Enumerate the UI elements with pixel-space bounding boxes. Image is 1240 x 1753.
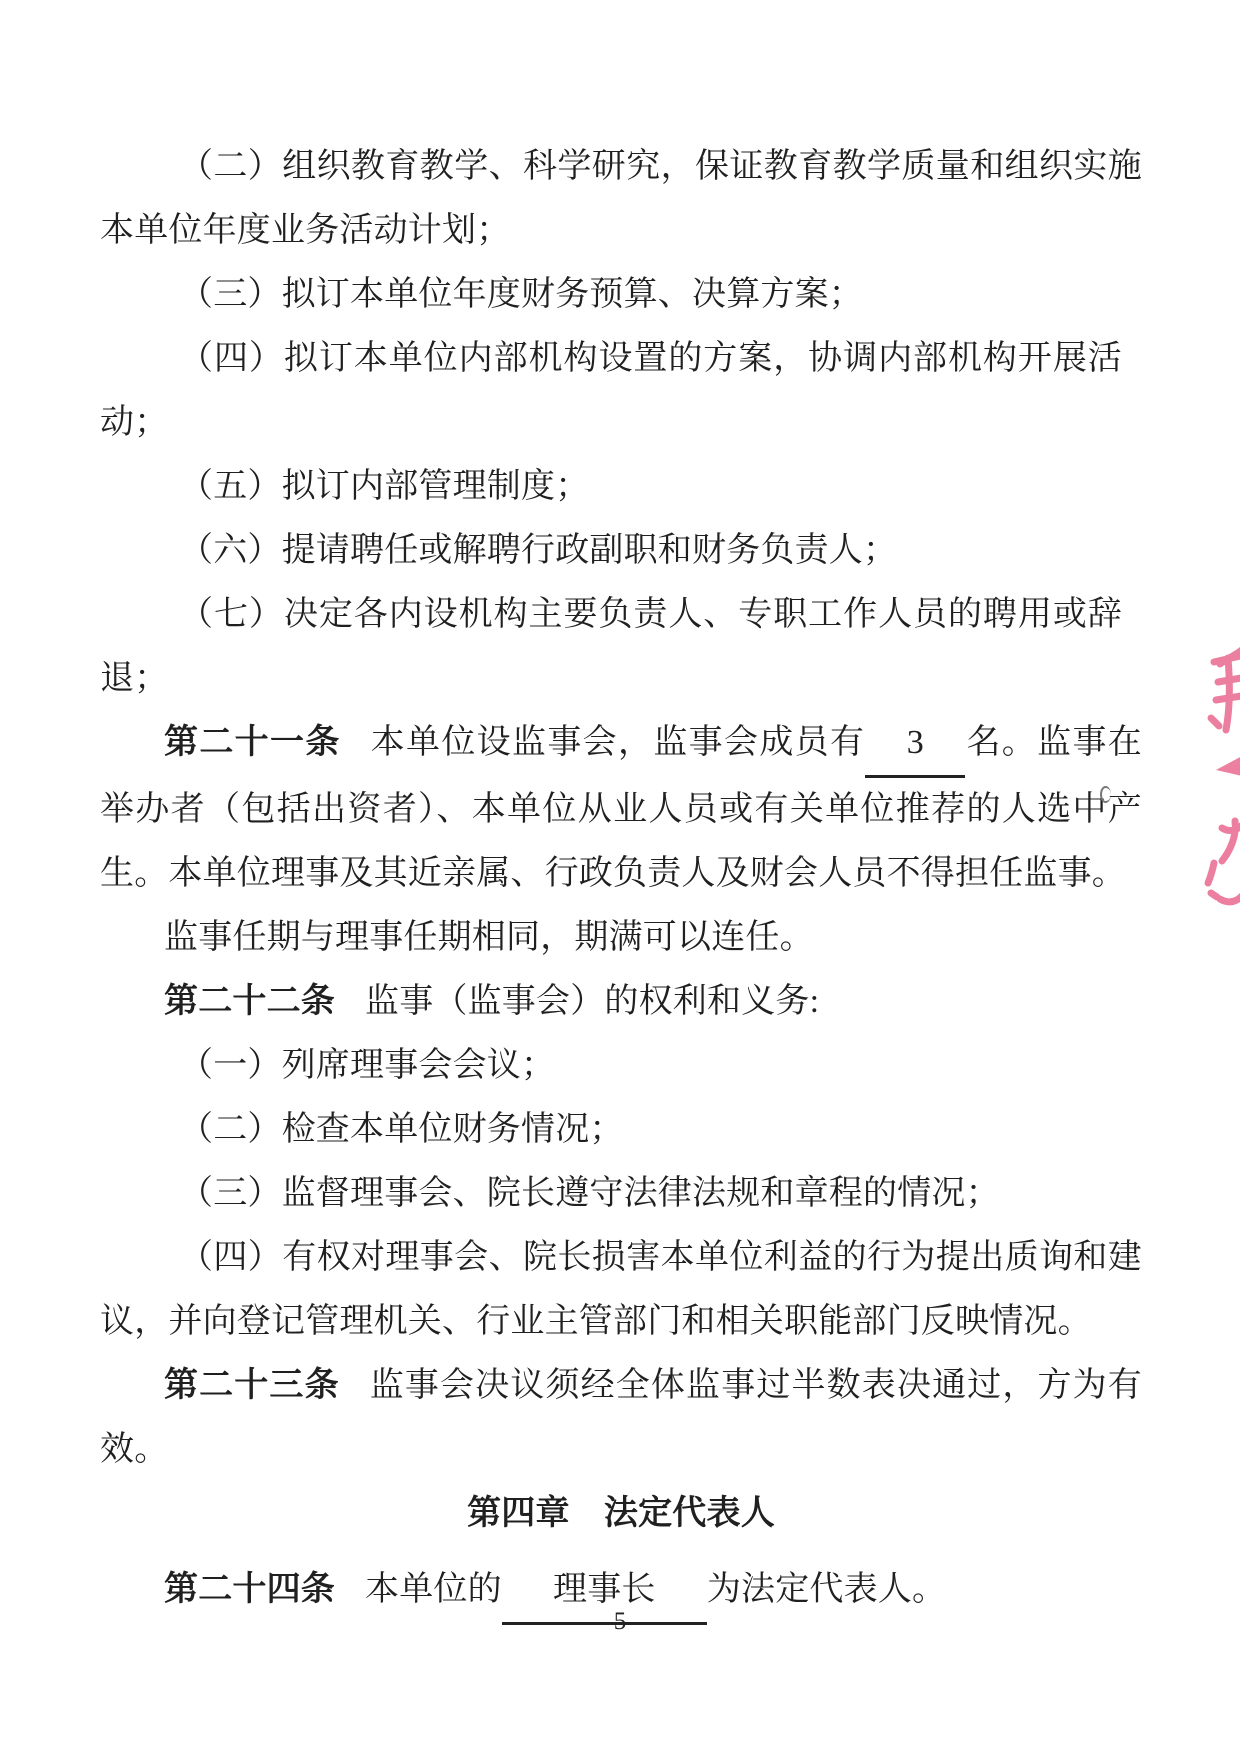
article-24-legal-representative-blank: 理事长	[502, 1558, 707, 1625]
article-23-text: 监事会决议须经全体监事过半数表决通过，方为有效。	[100, 1367, 1142, 1468]
scan-artifact-speck	[1100, 786, 1111, 803]
red-stamp-fragment-icon	[1150, 560, 1240, 920]
clause-item-4: （四）拟订本单位内部机构设置的方案，协调内部机构开展活动；	[100, 340, 1122, 441]
article-23	[100, 1354, 1142, 1482]
article-24-text-before: 本单位的	[365, 1571, 502, 1608]
supervisor-term-paragraph: 监事任期与理事任期相同，期满可以连任。	[164, 919, 814, 956]
clause-item-7: （七）决定各内设机构主要负责人、专职工作人员的聘用或辞退；	[100, 596, 1122, 697]
article-23-number: 第二十三条	[164, 1367, 340, 1404]
article-21-member-count-blank: 3	[865, 711, 965, 778]
clause-item-3: （三）拟订本单位年度财务预算、决算方案；	[179, 276, 863, 313]
clause-item-b3: （三）监督理事会、院长遵守法律法规和章程的情况；	[179, 1175, 1000, 1212]
clause-item-6: （六）提请聘任或解聘行政副职和财务负责人；	[179, 532, 898, 569]
clause-item-b4: （四）有权对理事会、院长损害本单位利益的行为提出质询和建议，并向登记管理机关、行业主管部门和相关职能部门反映情况。	[100, 1239, 1142, 1340]
article-21-number: 第二十一条	[164, 724, 341, 761]
article-21	[100, 711, 1142, 906]
article-22-number: 第二十二条	[164, 983, 335, 1020]
article-24-text-after: 为法定代表人。	[706, 1571, 947, 1608]
chapter-4-heading: 第四章 法定代表人	[467, 1495, 775, 1532]
article-21-text-after: 名。监事在举办者（包括出资者）、本单位从业人员或有关单位推荐的人选中产生。本单位理事及其近亲属、行政负责人及财会人员不得担任监事。	[100, 724, 1143, 892]
clause-item-b2: （二）检查本单位财务情况；	[179, 1111, 624, 1148]
document-text-block	[100, 135, 1142, 1625]
article-22-text: 监事（监事会）的权利和义务:	[365, 983, 820, 1020]
article-21-text-before: 本单位设监事会，监事会成员有	[370, 724, 866, 761]
article-24-number: 第二十四条	[164, 1571, 335, 1608]
clause-item-5: （五）拟订内部管理制度；	[179, 468, 590, 505]
clause-item-2: （二）组织教育教学、科学研究，保证教育教学质量和组织实施本单位年度业务活动计划；	[100, 148, 1142, 249]
article-22	[100, 970, 1142, 1034]
page-number: 5	[613, 1608, 627, 1635]
clause-item-b1: （一）列席理事会会议；	[179, 1047, 556, 1084]
